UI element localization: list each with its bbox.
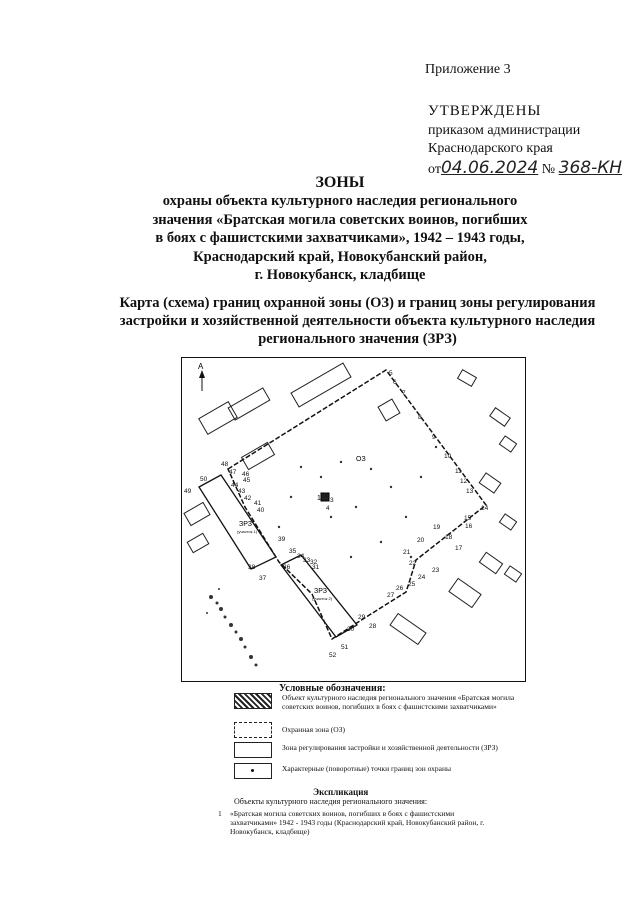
zone-map: [181, 357, 526, 682]
turning-point-48: 48: [221, 461, 229, 468]
legend-item-text: Объект культурного наследия регионального значения «Братская могила советских воинов, погибших в боях с фашистскими захватчиками»: [282, 693, 515, 711]
order-line: Краснодарского края: [428, 141, 553, 156]
turning-point-17: 17: [455, 545, 463, 552]
date-prefix: от: [428, 162, 441, 177]
zone-label-zrz-1-sub: (участок 1): [237, 529, 258, 534]
turning-point-6: 6: [393, 379, 397, 386]
turning-point-5: 5: [389, 370, 393, 377]
point-dot-icon: [251, 769, 254, 772]
legend-item-regulation-zone: [234, 742, 534, 762]
turning-point-12: 12: [460, 478, 468, 485]
document-subtitle: [60, 192, 620, 285]
map-title-line: Карта (схема) границ охранной зоны (ОЗ) и границ зоны регулирования: [119, 295, 596, 311]
turning-point-7: 7: [402, 390, 406, 397]
turning-point-2: 2: [324, 492, 328, 499]
turning-point-14: 14: [481, 505, 489, 512]
zone-label-oz: ОЗ: [356, 456, 366, 463]
turning-point-47: 47: [229, 469, 237, 476]
turning-point-49: 49: [184, 488, 192, 495]
explication-title: Экспликация: [313, 787, 369, 797]
turning-point-39: 39: [278, 536, 286, 543]
turning-point-41: 41: [254, 500, 262, 507]
turning-point-40: 40: [257, 507, 265, 514]
turning-point-45: 45: [243, 477, 251, 484]
protection-zone-box-icon: [234, 722, 272, 738]
number-value: 368-КН: [558, 158, 623, 178]
turning-point-43: 43: [238, 488, 246, 495]
turning-point-36: 36: [283, 564, 291, 571]
legend-item-monument: [234, 693, 534, 723]
turning-point-44: 44: [231, 482, 239, 489]
explication-heading: Объекты культурного наследия регионального значения:: [234, 797, 428, 806]
appendix-label: Приложение 3: [425, 62, 511, 77]
turning-point-22: 22: [409, 560, 417, 567]
turning-point-52: 52: [329, 652, 337, 659]
map-title: [100, 294, 615, 348]
turning-point-23: 23: [432, 567, 440, 574]
turning-point-20: 20: [417, 537, 425, 544]
subtitle-line: Краснодарский край, Новокубанский район,: [193, 248, 487, 265]
turning-point-37: 37: [259, 575, 267, 582]
turning-point-28: 28: [369, 623, 377, 630]
turning-point-15: 15: [464, 515, 472, 522]
map-title-line: регионального значения (ЗРЗ): [258, 331, 457, 347]
turning-point-25: 25: [408, 581, 416, 588]
legend-item-text: Зона регулирования застройки и хозяйственной деятельности (ЗРЗ): [282, 743, 498, 752]
turning-point-35: 35: [289, 548, 297, 555]
turning-point-19: 19: [433, 524, 441, 531]
zone-label-zrz-1: ЗРЗ: [239, 521, 252, 528]
turning-point-27: 27: [387, 592, 395, 599]
turning-point-24: 24: [418, 574, 426, 581]
date-value: 04.06.2024: [440, 158, 539, 178]
turning-point-3: 3: [330, 497, 334, 504]
document-title: ЗОНЫ: [315, 174, 365, 191]
map-title-line: застройки и хозяйственной деятельности объекта культурного наследия: [119, 313, 596, 329]
number-prefix: №: [541, 162, 556, 177]
turning-point-16: 16: [465, 523, 473, 530]
regulation-zone-box-icon: [234, 742, 272, 758]
subtitle-line: значения «Братская могила советских воинов, погибших: [152, 211, 528, 228]
legend-item-text: Характерные (поворотные) точки границ зон охраны: [282, 764, 452, 773]
legend-item-protection-zone: [234, 722, 534, 740]
zone-label-zrz-2: ЗРЗ: [314, 588, 327, 595]
order-line: приказом администрации: [428, 123, 581, 138]
turning-point-34: 34: [297, 553, 305, 560]
turning-point-31: 31: [312, 564, 320, 571]
explication-number: 1: [218, 809, 222, 818]
turning-point-33: 33: [303, 557, 311, 564]
turning-point-10: 10: [444, 453, 452, 460]
turning-point-13: 13: [466, 488, 474, 495]
subtitle-line: в боях с фашистскими захватчиками», 1942 – 1943 годы,: [155, 230, 525, 246]
monument-hatched-box-icon: [234, 693, 272, 709]
subtitle-line: охраны объекта культурного наследия регионального: [162, 193, 518, 209]
monument-number: 1: [317, 495, 321, 502]
turning-point-8: 8: [418, 414, 422, 421]
turning-point-18: 18: [445, 534, 453, 541]
legend-title: Условные обозначения:: [279, 683, 386, 694]
turning-point-9: 9: [432, 434, 436, 441]
turning-point-26: 26: [396, 585, 404, 592]
turning-point-46: 46: [242, 471, 250, 478]
turning-point-11: 11: [455, 468, 462, 475]
turning-point-30: 30: [347, 626, 355, 633]
subtitle-line: г. Новокубанск, кладбище: [254, 267, 426, 283]
north-arrow-label: A: [198, 362, 204, 371]
turning-point-29: 29: [358, 614, 366, 621]
turning-point-38: 38: [248, 564, 256, 571]
legend-item-turning-points: [234, 763, 534, 783]
approved-label: УТВЕРЖДЕНЫ: [428, 103, 542, 119]
legend-item-text: Охранная зона (ОЗ): [282, 725, 345, 734]
turning-point-51: 51: [341, 644, 349, 651]
zone-label-zrz-2-sub: (участок 2): [312, 596, 333, 601]
turning-point-4: 4: [326, 505, 330, 512]
turning-point-32: 32: [310, 559, 318, 566]
explication-text: «Братская могила советских воинов, погибших в боях с фашистскими захватчиками» 1942 - 1943 годы (Краснодарский край, Новокубанский район, г. Новокубанск, кладбище): [230, 809, 485, 836]
turning-point-42: 42: [244, 495, 252, 502]
order-text: [428, 122, 580, 158]
turning-point-21: 21: [403, 549, 411, 556]
turning-point-box-icon: [234, 763, 272, 779]
turning-point-50: 50: [200, 476, 208, 483]
